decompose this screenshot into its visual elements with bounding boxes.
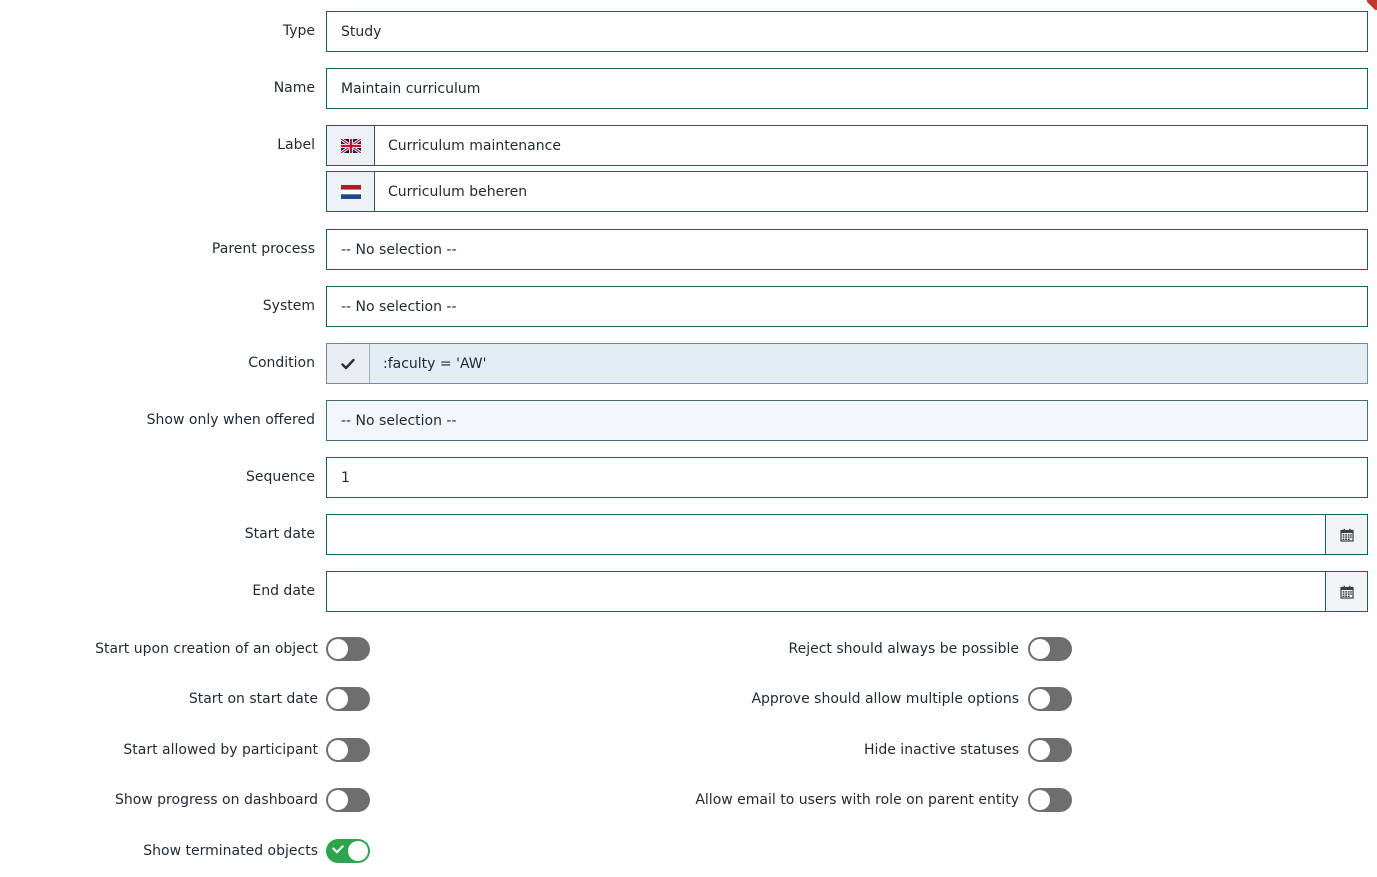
toggle-label: Start allowed by participant <box>123 742 318 758</box>
end-date-label: End date <box>252 583 315 599</box>
toggle-row-left-1 <box>0 687 380 711</box>
label-nl-value: Curriculum beheren <box>388 183 528 200</box>
start-on-start-date-switch[interactable] <box>326 687 370 711</box>
calendar-icon[interactable] <box>1325 515 1367 554</box>
system-select[interactable] <box>326 286 1368 327</box>
toggle-label: Reject should always be possible <box>788 641 1019 657</box>
sequence-row <box>0 457 1377 498</box>
show-progress-switch[interactable] <box>326 788 370 812</box>
name-value: Maintain curriculum <box>341 80 481 97</box>
start-date-input[interactable] <box>326 514 1368 555</box>
condition-input[interactable] <box>326 343 1368 384</box>
toggle-row-right-2 <box>380 738 1080 762</box>
type-row <box>0 11 1377 52</box>
end-date-row <box>0 571 1377 612</box>
parent-process-select[interactable] <box>326 229 1368 270</box>
toggle-row-right-0 <box>380 637 1080 661</box>
check-icon <box>332 841 344 853</box>
switch-knob <box>1030 790 1050 810</box>
toggle-label: Start upon creation of an object <box>95 641 318 657</box>
name-label: Name <box>273 80 315 96</box>
allow-email-parent-entity-switch[interactable] <box>1028 788 1072 812</box>
toggle-label: Show terminated objects <box>143 843 318 859</box>
label-nl-row <box>0 171 1377 212</box>
nl-flag-icon <box>327 172 375 211</box>
label-nl-input[interactable] <box>326 171 1368 212</box>
type-value: Study <box>341 23 382 40</box>
show-only-when-offered-value: -- No selection -- <box>341 412 457 429</box>
condition-value: :faculty = 'AW' <box>383 355 487 372</box>
show-only-when-offered-row <box>0 400 1377 441</box>
switch-knob <box>1030 689 1050 709</box>
check-icon[interactable] <box>327 344 370 383</box>
corner-badge <box>1366 0 1377 11</box>
toggle-label: Start on start date <box>188 691 318 707</box>
label-en-input[interactable] <box>326 125 1368 166</box>
uk-flag-icon <box>327 126 375 165</box>
label-label: Label <box>277 137 315 153</box>
toggle-row-left-2 <box>0 738 380 762</box>
system-row <box>0 286 1377 327</box>
toggle-row-right-1 <box>380 687 1080 711</box>
parent-process-row <box>0 229 1377 270</box>
approve-multiple-options-switch[interactable] <box>1028 687 1072 711</box>
show-terminated-objects-switch[interactable] <box>326 839 370 863</box>
toggle-label: Show progress on dashboard <box>114 792 318 808</box>
condition-row <box>0 343 1377 384</box>
start-upon-creation-switch[interactable] <box>326 637 370 661</box>
toggle-label: Allow email to users with role on parent entity <box>695 792 1019 808</box>
toggle-row-right-3 <box>380 788 1080 812</box>
toggle-row-left-3 <box>0 788 380 812</box>
start-date-label: Start date <box>244 526 315 542</box>
switch-knob <box>328 639 348 659</box>
switch-knob <box>328 790 348 810</box>
end-date-input[interactable] <box>326 571 1368 612</box>
name-input[interactable] <box>326 68 1368 109</box>
label-en-value: Curriculum maintenance <box>388 137 561 154</box>
show-only-when-offered-select[interactable] <box>326 400 1368 441</box>
start-allowed-by-participant-switch[interactable] <box>326 738 370 762</box>
show-only-when-offered-label: Show only when offered <box>146 412 315 428</box>
condition-label: Condition <box>248 355 315 371</box>
sequence-input[interactable] <box>326 457 1368 498</box>
hide-inactive-statuses-switch[interactable] <box>1028 738 1072 762</box>
name-row <box>0 68 1377 109</box>
switch-knob <box>1030 639 1050 659</box>
parent-process-label: Parent process <box>211 241 315 257</box>
switch-knob <box>328 689 348 709</box>
toggle-label: Hide inactive statuses <box>863 742 1019 758</box>
type-label: Type <box>282 23 315 39</box>
toggle-label: Approve should allow multiple options <box>751 691 1019 707</box>
sequence-label: Sequence <box>245 469 315 485</box>
switch-knob <box>348 841 368 861</box>
type-field[interactable] <box>326 11 1368 52</box>
label-row <box>0 125 1377 166</box>
toggle-row-left-0 <box>0 637 380 661</box>
system-value: -- No selection -- <box>341 298 457 315</box>
sequence-value: 1 <box>341 469 350 486</box>
reject-always-possible-switch[interactable] <box>1028 637 1072 661</box>
parent-process-value: -- No selection -- <box>341 241 457 258</box>
system-label: System <box>262 298 315 314</box>
start-date-row <box>0 514 1377 555</box>
calendar-icon[interactable] <box>1325 572 1367 611</box>
toggle-row-left-4 <box>0 839 380 863</box>
switch-knob <box>328 740 348 760</box>
switch-knob <box>1030 740 1050 760</box>
